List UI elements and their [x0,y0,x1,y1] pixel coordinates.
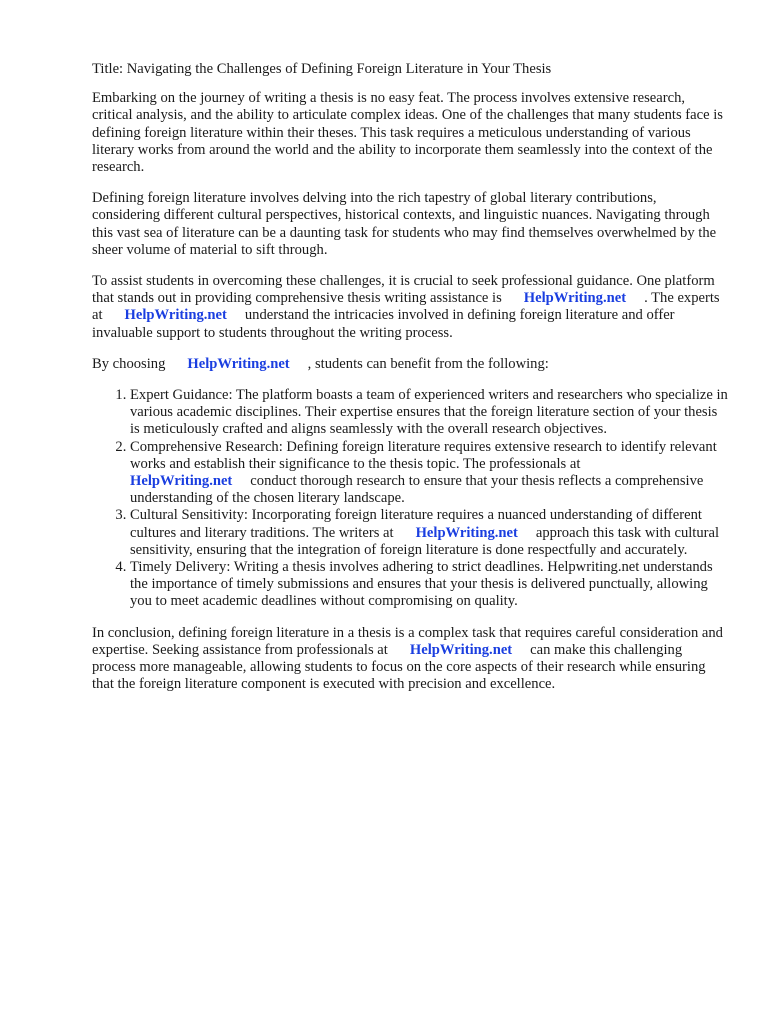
paragraph-choosing [92,356,728,373]
list-item [130,439,728,508]
list-item-text: Expert Guidance: The platform boasts a team of experienced writers and researchers who specialize in various academic disciplines. Their expertise ensures that the foreign literature section of your thesis is meticulously crafted and aligns seamlessly with the overall research objectives. [130,387,728,438]
list-item-text: approach this task with cultural sensitivity, ensuring that the integration of foreign literature is done respectfully and accurately. [130,524,720,558]
paragraph-conclusion-text-b: can make this challenging process more manageable, allowing students to focus on the core aspects of their research while ensuring that the foreign literature component is executed with precision and excellence. [92,641,706,693]
paragraph-assist-text-b: . The experts at [92,290,720,324]
list-item-text: Cultural Sensitivity: Incorporating foreign literature requires a nuanced understanding of different cultures and literary traditions. The writers at [130,507,702,541]
list-item [130,507,728,559]
list-item-text: conduct thorough research to ensure that your thesis reflects a comprehensive understanding of the chosen literary landscape. [130,473,704,507]
list-item [130,559,728,611]
paragraph-choosing-text-b: , students can benefit from the following: [307,355,549,372]
benefits-list [92,387,728,611]
document-title: Title: Navigating the Challenges of Defining Foreign Literature in Your Thesis [92,61,552,77]
paragraph-assist [92,273,728,342]
list-item-text: Timely Delivery: Writing a thesis involves adhering to strict deadlines. Helpwriting.net understands the importance of timely submissions and ensures that your thesis is delivered punctually, allowing you to meet academic deadlines without compromising on quality. [130,559,713,610]
helpwriting-link[interactable]: HelpWriting.net [130,473,233,490]
paragraph-assist-text-c: understand the intricacies involved in defining foreign literature and offer invaluable support to students throughout the writing process. [92,307,675,341]
helpwriting-link[interactable]: HelpWriting.net [124,307,227,324]
paragraph-conclusion [92,625,728,694]
helpwriting-link[interactable]: HelpWriting.net [523,290,627,307]
helpwriting-link[interactable]: HelpWriting.net [187,355,290,372]
paragraph-intro: Embarking on the journey of writing a thesis is no easy feat. The process involves extensive research, critical analysis, and the ability to articulate complex ideas. One of the challenges that many students face is defining foreign literature within their theses. This task requires a meticulous understanding of various literary works from around the world and the ability to incorporate them seamlessly into the context of the research. [92,90,723,176]
paragraph-choosing-text-a: By choosing [92,355,166,372]
paragraph-assist-text-a: To assist students in overcoming these challenges, it is crucial to seek professional guidance. One platform that stands out in providing comprehensive thesis writing assistance is [92,273,715,307]
helpwriting-link[interactable]: HelpWriting.net [415,524,518,541]
list-item-text: Comprehensive Research: Defining foreign literature requires extensive research to identify relevant works and establish their significance to the thesis topic. The professionals at [130,438,717,472]
paragraph-conclusion-text-a: In conclusion, defining foreign literature in a thesis is a complex task that requires careful consideration and expertise. Seeking assistance from professionals at [92,624,723,658]
list-item [130,387,728,439]
helpwriting-link[interactable]: HelpWriting.net [409,641,513,658]
paragraph-defining: Defining foreign literature involves delving into the rich tapestry of global literary contributions, considering different cultural perspectives, historical contexts, and linguistic nuances. Navigating through this vast sea of literature can be a daunting task for students who may find themselves overwhelmed by the sheer volume of material to sift through. [92,190,717,258]
